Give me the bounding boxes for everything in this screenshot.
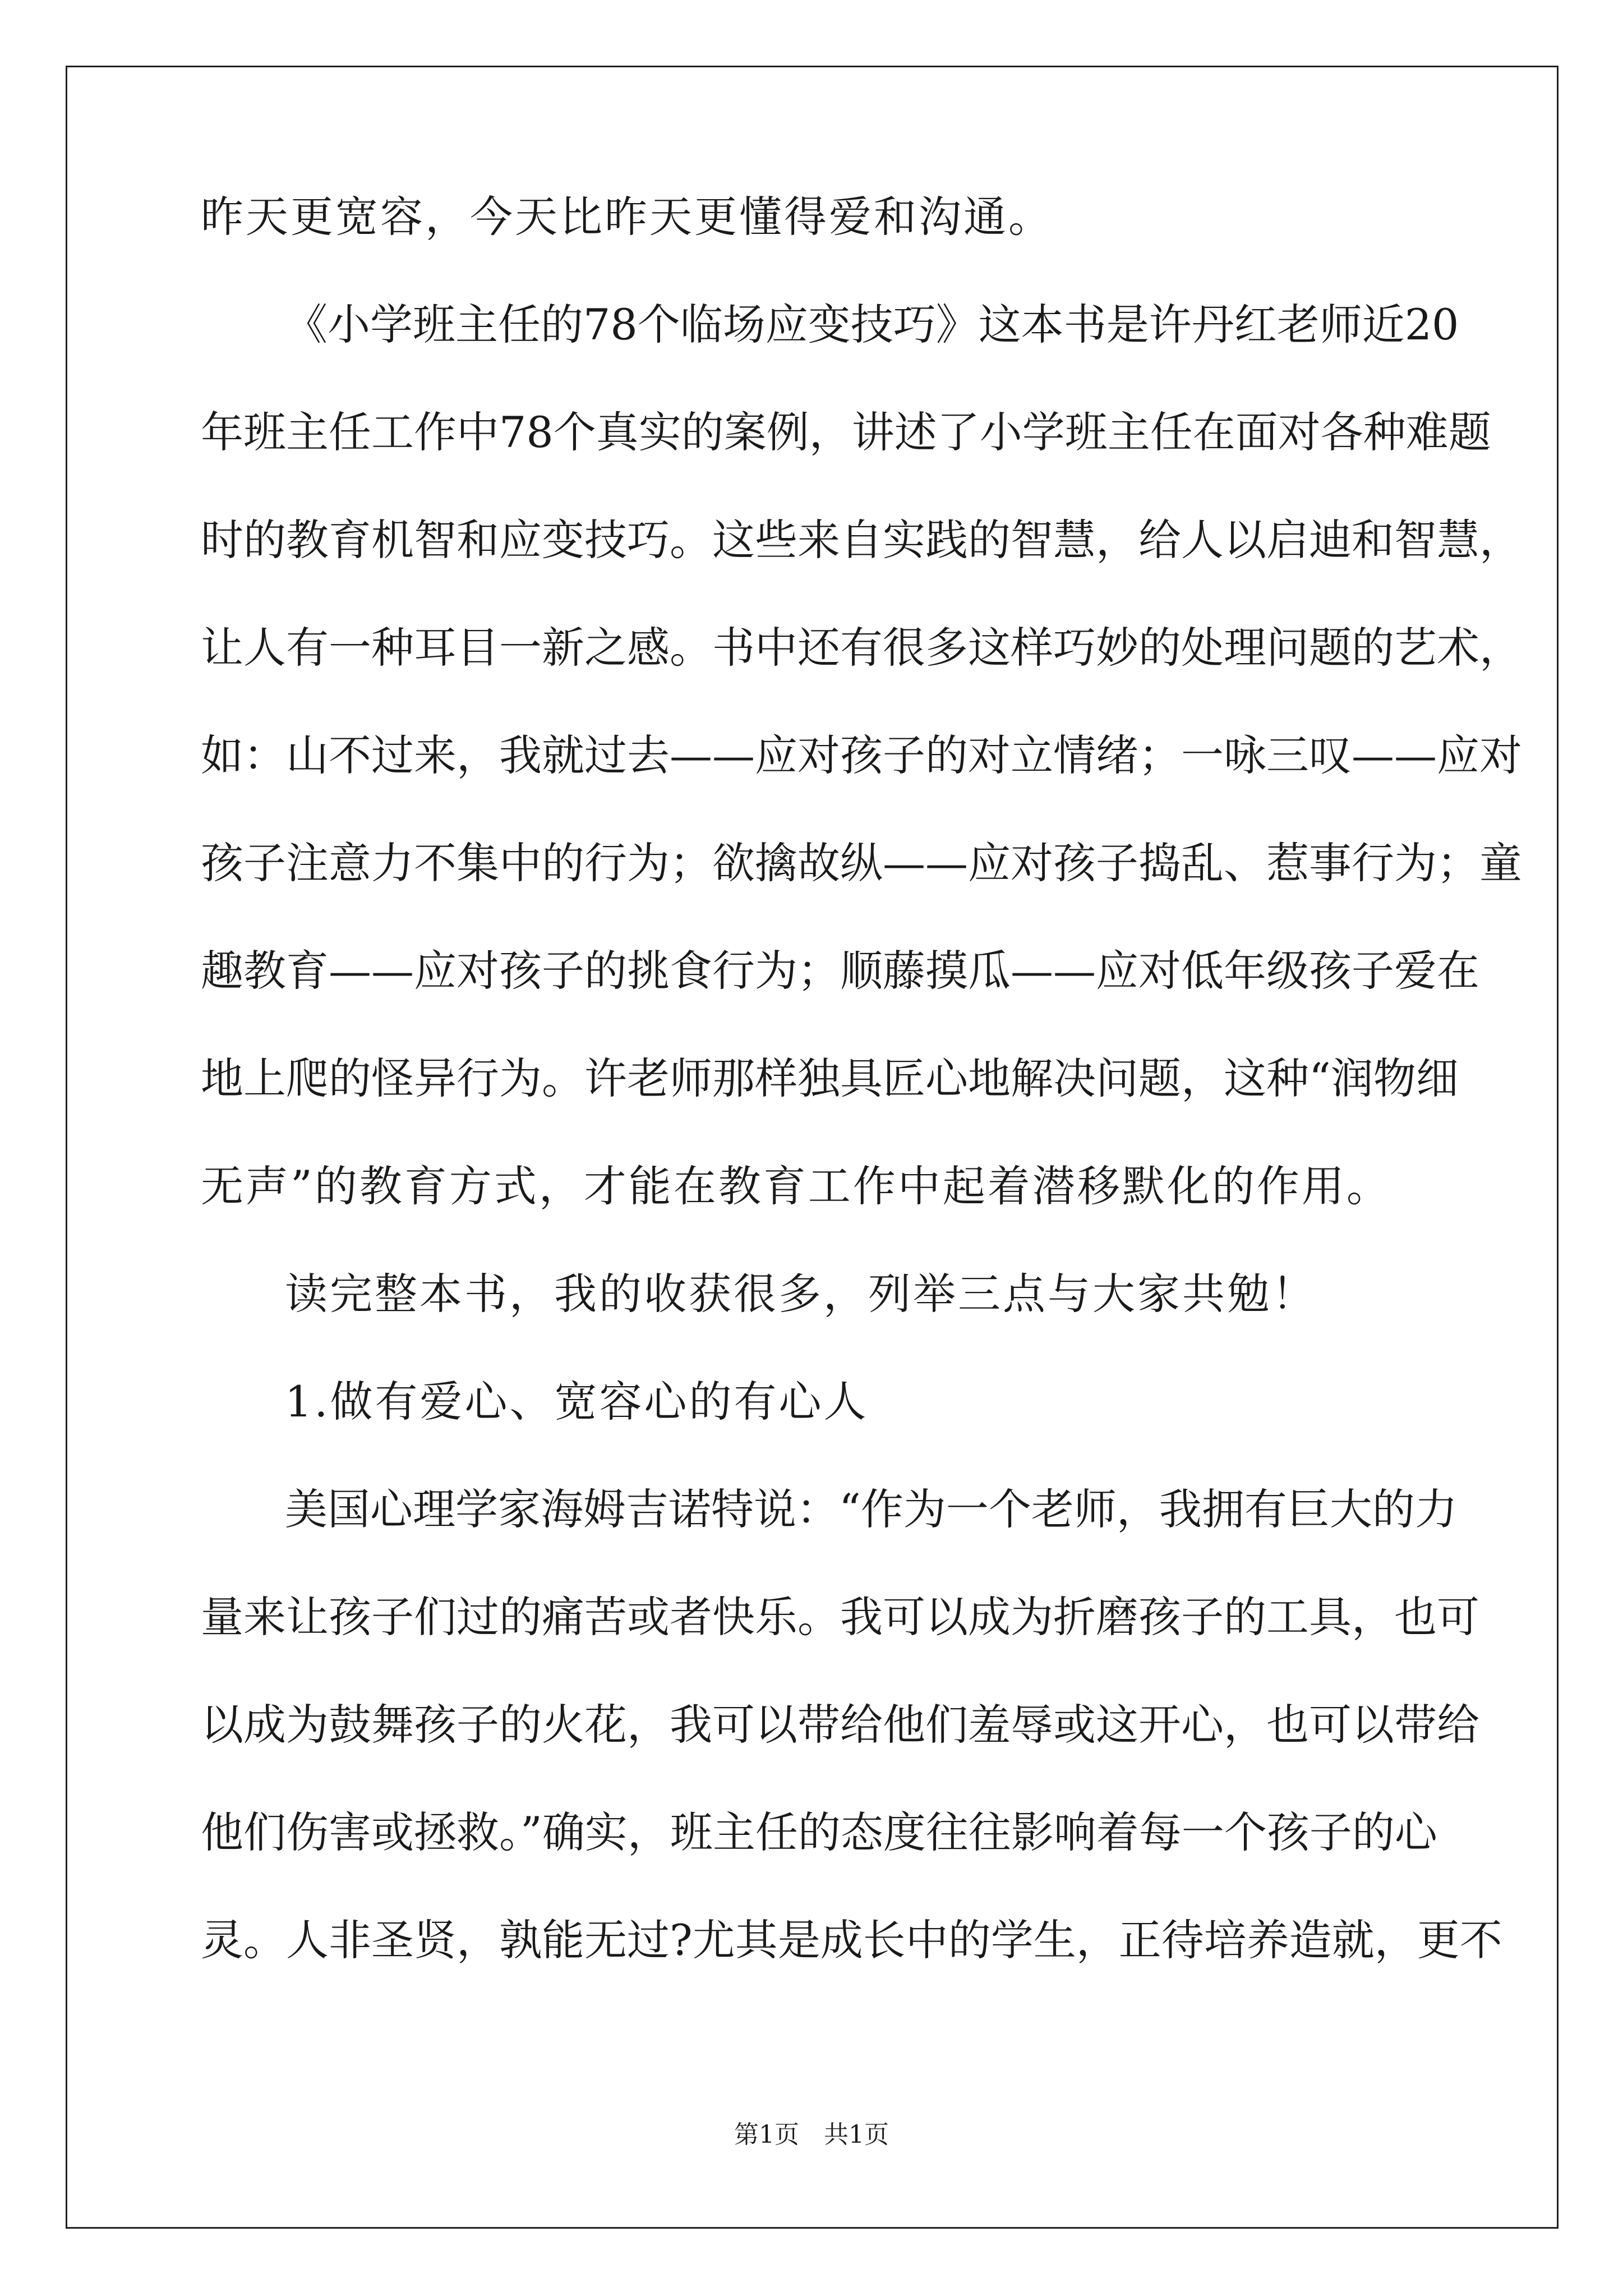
text-line: 量来让孩子们过的痛苦或者快乐。我可以成为折磨孩子的工具，也可: [201, 1592, 1479, 1642]
page-border: [66, 66, 1559, 2229]
paragraph-first-line: 《小学班主任的78个临场应变技巧》这本书是许丹红老师近20: [285, 300, 1459, 349]
text-line: 他们伤害或拯救。”确实，班主任的态度往往影响着每一个孩子的心: [201, 1807, 1437, 1857]
page-number-footer: 第1页 共1页: [734, 2120, 889, 2149]
text-line: 地上爬的怪异行为。许老师那样独具匠心地解决问题，这种“润物细: [201, 1053, 1459, 1103]
text-line: 孩子注意力不集中的行为；欲擒故纵——应对孩子捣乱、惹事行为；童: [201, 838, 1522, 888]
section-heading: 1.做有爱心、宽容心的有心人: [285, 1377, 869, 1427]
text-line: 无声”的教育方式，才能在教育工作中起着潜移默化的作用。: [201, 1161, 1391, 1211]
text-line: 昨天更宽容，今天比昨天更懂得爱和沟通。: [201, 192, 1053, 242]
paragraph-first-line: 美国心理学家海姆吉诺特说：“作为一个老师，我拥有巨大的力: [285, 1484, 1458, 1534]
text-line: 时的教育机智和应变技巧。这些来自实践的智慧，给人以启迪和智慧，: [201, 515, 1522, 565]
text-line: 年班主任工作中78个真实的案例，讲述了小学班主任在面对各种难题: [201, 407, 1491, 457]
text-line: 以成为鼓舞孩子的火花，我可以带给他们羞辱或这开心，也可以带给: [201, 1700, 1479, 1750]
text-line: 趣教育——应对孩子的挑食行为；顺藤摸瓜——应对低年级孩子爱在: [201, 946, 1479, 996]
text-line: 让人有一种耳目一新之感。书中还有很多这样巧妙的处理问题的艺术，: [201, 623, 1522, 673]
text-line: 灵。人非圣贤，孰能无过?尤其是成长中的学生，正待培养造就，更不: [201, 1915, 1502, 1965]
text-line: 如：山不过来，我就过去——应对孩子的对立情绪；一咏三叹——应对: [201, 730, 1522, 780]
paragraph-first-line: 读完整本书，我的收获很多，列举三点与大家共勉！: [285, 1269, 1317, 1319]
